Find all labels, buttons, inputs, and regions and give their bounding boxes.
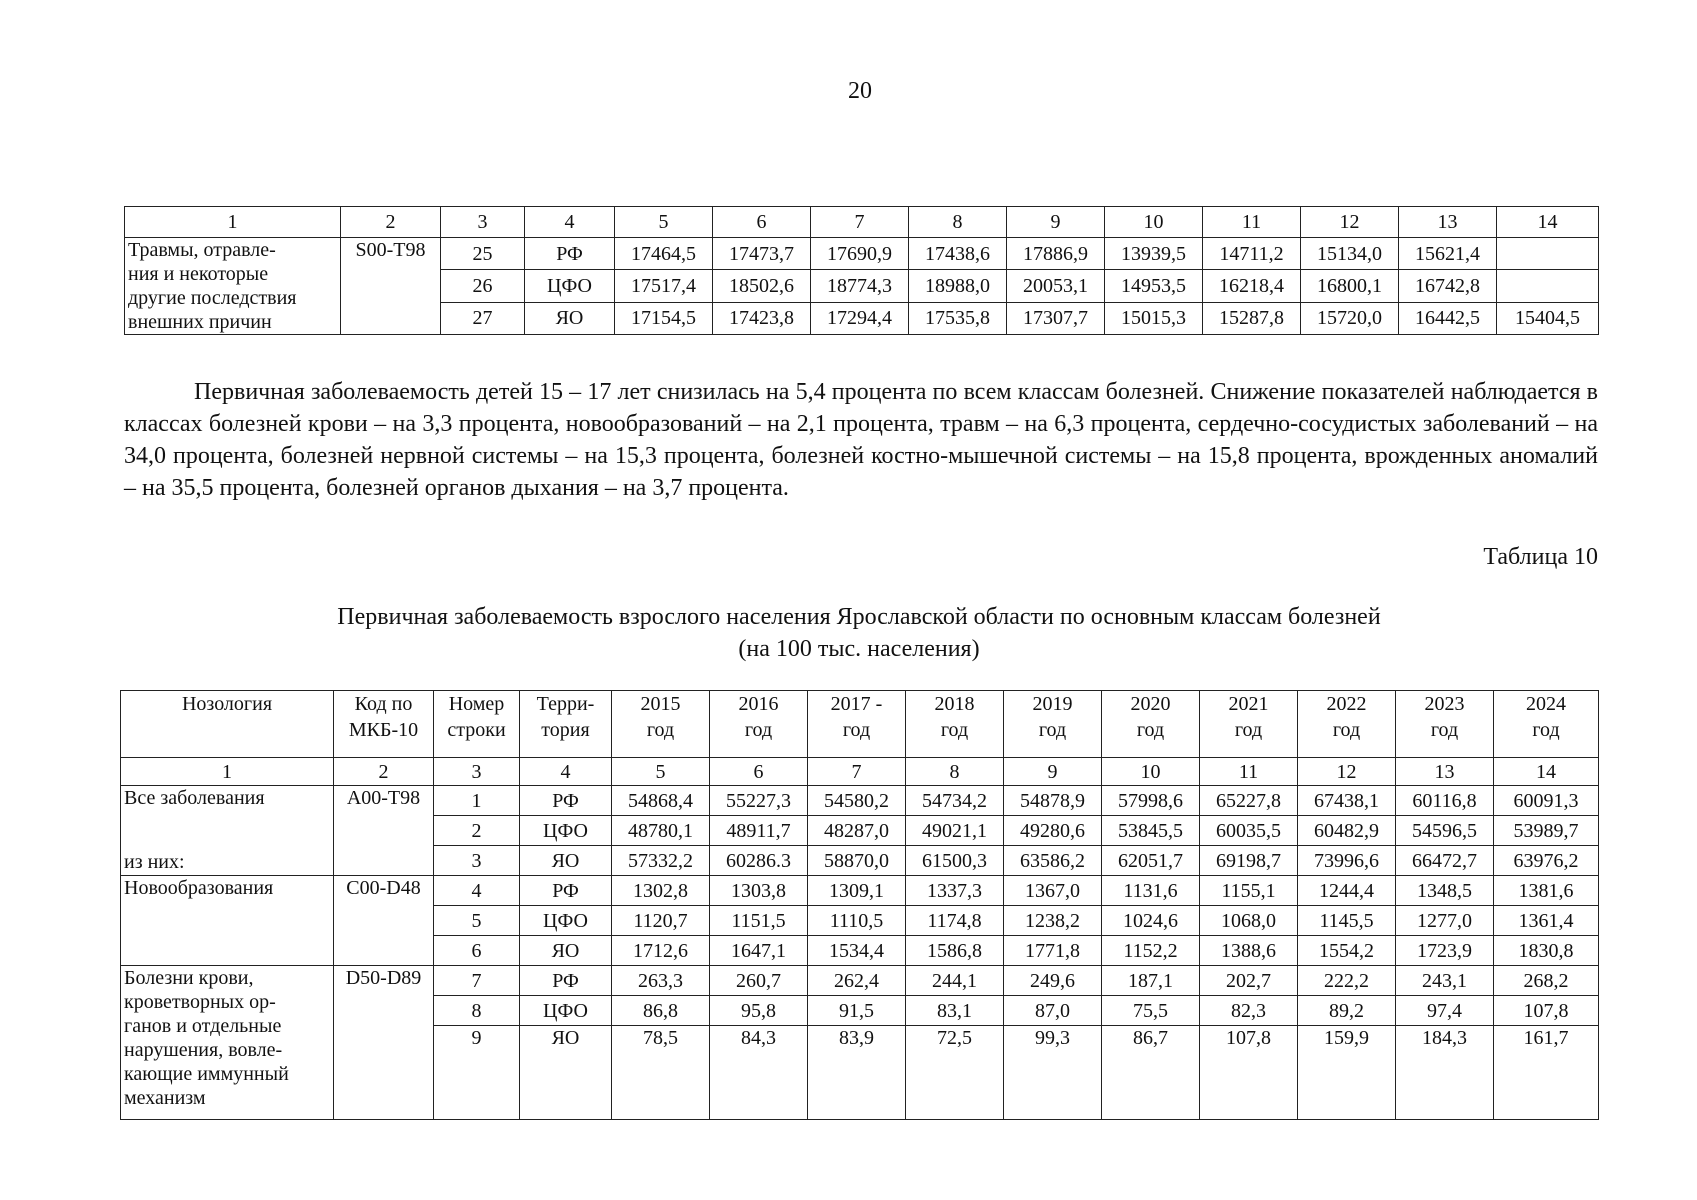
header-year-value: 2023 xyxy=(1424,693,1465,715)
nosology-line: кающие иммунный xyxy=(124,1063,289,1085)
table-row xyxy=(121,966,1599,996)
icd-code-cell: C00-D48 xyxy=(334,876,434,966)
value-cell: 17154,5 xyxy=(615,302,713,334)
nosology-cell xyxy=(121,876,334,966)
column-number: 2 xyxy=(334,758,434,786)
value-cell: 15134,0 xyxy=(1301,238,1399,270)
nosology-note: из них: xyxy=(124,851,185,873)
body-paragraph-text: Первичная заболеваемость детей 15 – 17 лет снизилась на 5,4 процента по всем классам болезней. Снижение показателей наблюдается в классах болезней крови – на 3,3 процента, новообразований – на 2,1 процента, травм – на 6,3 процента, сердечно-сосудистых заболеваний – на 34,0 процента, болезней нервной системы – на 15,3 процента, болезней костно-мышечной системы – на 15,8 процента, врожденных аномалий – на 35,5 процента, болезней органов дыхания – на 3,7 процента. xyxy=(124,379,1598,501)
column-number: 7 xyxy=(808,758,906,786)
value-cell: 107,8 xyxy=(1494,996,1599,1026)
value-cell: 67438,1 xyxy=(1298,786,1396,816)
header-line: МКБ-10 xyxy=(348,719,419,741)
value-cell: 1145,5 xyxy=(1298,906,1396,936)
value-cell: 187,1 xyxy=(1102,966,1200,996)
value-cell: 17438,6 xyxy=(909,238,1007,270)
value-cell: 1131,6 xyxy=(1102,876,1200,906)
column-number: 6 xyxy=(713,207,811,238)
value-cell: 65227,8 xyxy=(1200,786,1298,816)
value-cell: 1238,2 xyxy=(1004,906,1102,936)
header-year-value: 2015 xyxy=(640,693,681,715)
value-cell: 54878,9 xyxy=(1004,786,1102,816)
value-cell: 17690,9 xyxy=(811,238,909,270)
column-number: 5 xyxy=(612,758,710,786)
value-cell: 1554,2 xyxy=(1298,936,1396,966)
column-number: 10 xyxy=(1102,758,1200,786)
column-number: 13 xyxy=(1396,758,1494,786)
value-cell: 84,3 xyxy=(710,1026,808,1120)
header-year-value: 2021 xyxy=(1228,693,1269,715)
value-cell: 58870,0 xyxy=(808,846,906,876)
column-number-row xyxy=(125,207,1599,238)
column-number: 11 xyxy=(1203,207,1301,238)
header-year-unit: год xyxy=(1332,719,1361,741)
value-cell: 15720,0 xyxy=(1301,302,1399,334)
value-cell: 1244,4 xyxy=(1298,876,1396,906)
value-cell: 14953,5 xyxy=(1105,270,1203,302)
column-number: 4 xyxy=(520,758,612,786)
table-title-line: Первичная заболеваемость взрослого населения Ярославской области по основным классам болезней xyxy=(337,604,1381,630)
territory-cell: ЦФО xyxy=(520,996,612,1026)
header-year-unit: год xyxy=(842,719,871,741)
nosology-line: другие последствия xyxy=(128,287,297,309)
line-number-cell: 6 xyxy=(434,936,520,966)
column-number: 8 xyxy=(909,207,1007,238)
value-cell: 18502,6 xyxy=(713,270,811,302)
value-cell: 262,4 xyxy=(808,966,906,996)
value-cell: 20053,1 xyxy=(1007,270,1105,302)
header-year xyxy=(1298,691,1396,758)
value-cell: 1337,3 xyxy=(906,876,1004,906)
line-number-cell: 25 xyxy=(441,238,525,270)
value-cell: 1586,8 xyxy=(906,936,1004,966)
header-year xyxy=(906,691,1004,758)
line-number-cell: 2 xyxy=(434,816,520,846)
header-year-unit: год xyxy=(1136,719,1165,741)
value-cell: 1277,0 xyxy=(1396,906,1494,936)
line-number-cell: 27 xyxy=(441,302,525,334)
value-cell: 49280,6 xyxy=(1004,816,1102,846)
value-cell: 1309,1 xyxy=(808,876,906,906)
value-cell: 17473,7 xyxy=(713,238,811,270)
value-cell: 75,5 xyxy=(1102,996,1200,1026)
line-number-cell: 8 xyxy=(434,996,520,1026)
header-line: Код по xyxy=(354,693,413,715)
value-cell: 263,3 xyxy=(612,966,710,996)
icd-code-cell: D50-D89 xyxy=(334,966,434,1120)
column-number: 2 xyxy=(341,207,441,238)
value-cell: 97,4 xyxy=(1396,996,1494,1026)
value-cell: 62051,7 xyxy=(1102,846,1200,876)
header-year xyxy=(1396,691,1494,758)
header-line: тория xyxy=(541,719,590,741)
value-cell: 83,9 xyxy=(808,1026,906,1120)
value-cell: 57998,6 xyxy=(1102,786,1200,816)
value-cell: 244,1 xyxy=(906,966,1004,996)
value-cell: 1151,5 xyxy=(710,906,808,936)
value-cell: 54734,2 xyxy=(906,786,1004,816)
nosology-line: нарушения, вовле- xyxy=(124,1039,283,1061)
value-cell: 48287,0 xyxy=(808,816,906,846)
value-cell: 260,7 xyxy=(710,966,808,996)
header-year xyxy=(808,691,906,758)
nosology-line: ния и некоторые xyxy=(128,263,269,285)
table-title xyxy=(120,601,1598,665)
page-number: 20 xyxy=(848,78,872,104)
value-cell: 1120,7 xyxy=(612,906,710,936)
value-cell: 16442,5 xyxy=(1399,302,1497,334)
value-cell: 78,5 xyxy=(612,1026,710,1120)
column-number: 4 xyxy=(525,207,615,238)
header-year-value: 2024 xyxy=(1526,693,1566,715)
value-cell: 15621,4 xyxy=(1399,238,1497,270)
value-cell: 1830,8 xyxy=(1494,936,1599,966)
value-cell: 1068,0 xyxy=(1200,906,1298,936)
column-number: 7 xyxy=(811,207,909,238)
nosology-line: Травмы, отравле- xyxy=(128,239,276,261)
value-cell: 66472,7 xyxy=(1396,846,1494,876)
value-cell: 48911,7 xyxy=(710,816,808,846)
value-cell: 17307,7 xyxy=(1007,302,1105,334)
table-row xyxy=(121,876,1599,906)
header-line-number xyxy=(434,691,520,758)
value-cell: 14711,2 xyxy=(1203,238,1301,270)
value-cell: 83,1 xyxy=(906,996,1004,1026)
value-cell: 107,8 xyxy=(1200,1026,1298,1120)
column-number: 9 xyxy=(1004,758,1102,786)
value-cell: 54580,2 xyxy=(808,786,906,816)
value-cell: 86,7 xyxy=(1102,1026,1200,1120)
header-nosology: Нозология xyxy=(121,691,334,758)
line-number-cell: 7 xyxy=(434,966,520,996)
value-cell: 1152,2 xyxy=(1102,936,1200,966)
table-title-line: (на 100 тыс. населения) xyxy=(738,636,980,662)
value-cell: 54868,4 xyxy=(612,786,710,816)
value-cell: 202,7 xyxy=(1200,966,1298,996)
value-cell: 15404,5 xyxy=(1497,302,1599,334)
header-year-value: 2018 xyxy=(934,693,975,715)
header-year-value: 2017 - xyxy=(830,693,883,715)
value-cell: 268,2 xyxy=(1494,966,1599,996)
line-number-cell: 3 xyxy=(434,846,520,876)
territory-cell: РФ xyxy=(525,238,615,270)
value-cell: 1771,8 xyxy=(1004,936,1102,966)
value-cell: 60035,5 xyxy=(1200,816,1298,846)
line-number-cell: 9 xyxy=(434,1026,520,1120)
value-cell: 13939,5 xyxy=(1105,238,1203,270)
value-cell: 16742,8 xyxy=(1399,270,1497,302)
header-year-value: 2019 xyxy=(1032,693,1073,715)
territory-cell: ЯО xyxy=(525,302,615,334)
header-row xyxy=(121,691,1599,758)
value-cell xyxy=(1497,238,1599,270)
value-cell: 72,5 xyxy=(906,1026,1004,1120)
column-number: 14 xyxy=(1497,207,1599,238)
value-cell: 1388,6 xyxy=(1200,936,1298,966)
value-cell: 1348,5 xyxy=(1396,876,1494,906)
value-cell: 99,3 xyxy=(1004,1026,1102,1120)
value-cell: 17535,8 xyxy=(909,302,1007,334)
value-cell: 87,0 xyxy=(1004,996,1102,1026)
value-cell: 17517,4 xyxy=(615,270,713,302)
icd-code-cell: S00-T98 xyxy=(341,238,441,335)
territory-cell: ЦФО xyxy=(520,816,612,846)
column-number: 9 xyxy=(1007,207,1105,238)
value-cell: 55227,3 xyxy=(710,786,808,816)
table-label: Таблица 10 xyxy=(1483,544,1598,570)
value-cell: 60116,8 xyxy=(1396,786,1494,816)
value-cell: 17886,9 xyxy=(1007,238,1105,270)
value-cell: 184,3 xyxy=(1396,1026,1494,1120)
value-cell: 1302,8 xyxy=(612,876,710,906)
header-line: Номер xyxy=(448,693,505,715)
value-cell: 82,3 xyxy=(1200,996,1298,1026)
body-paragraph xyxy=(124,376,1598,504)
header-territory xyxy=(520,691,612,758)
column-number: 8 xyxy=(906,758,1004,786)
value-cell: 159,9 xyxy=(1298,1026,1396,1120)
territory-cell: ЦФО xyxy=(525,270,615,302)
column-number: 3 xyxy=(434,758,520,786)
nosology-cell xyxy=(125,238,341,335)
column-number: 14 xyxy=(1494,758,1599,786)
header-year xyxy=(1004,691,1102,758)
value-cell: 17423,8 xyxy=(713,302,811,334)
territory-cell: ЦФО xyxy=(520,906,612,936)
header-year-unit: год xyxy=(646,719,675,741)
column-number: 13 xyxy=(1399,207,1497,238)
header-icd-code xyxy=(334,691,434,758)
value-cell: 54596,5 xyxy=(1396,816,1494,846)
line-number-cell: 4 xyxy=(434,876,520,906)
column-number: 1 xyxy=(125,207,341,238)
value-cell: 1712,6 xyxy=(612,936,710,966)
header-year-value: 2022 xyxy=(1326,693,1367,715)
value-cell: 1647,1 xyxy=(710,936,808,966)
line-number-cell: 26 xyxy=(441,270,525,302)
value-cell: 1361,4 xyxy=(1494,906,1599,936)
header-year xyxy=(710,691,808,758)
value-cell: 53989,7 xyxy=(1494,816,1599,846)
value-cell: 249,6 xyxy=(1004,966,1102,996)
value-cell: 63586,2 xyxy=(1004,846,1102,876)
header-year-unit: год xyxy=(1234,719,1263,741)
nosology-line: внешних причин xyxy=(128,311,272,333)
value-cell: 95,8 xyxy=(710,996,808,1026)
value-cell: 17464,5 xyxy=(615,238,713,270)
territory-cell: РФ xyxy=(520,786,612,816)
value-cell: 1174,8 xyxy=(906,906,1004,936)
nosology-line: механизм xyxy=(124,1087,206,1109)
nosology-line: кроветворных ор- xyxy=(124,991,276,1013)
column-number: 3 xyxy=(441,207,525,238)
value-cell: 53845,5 xyxy=(1102,816,1200,846)
header-line: Терри- xyxy=(536,693,595,715)
header-year-unit: год xyxy=(744,719,773,741)
header-year xyxy=(1102,691,1200,758)
line-number-cell: 1 xyxy=(434,786,520,816)
nosology-cell xyxy=(121,966,334,1120)
territory-cell: ЯО xyxy=(520,846,612,876)
value-cell: 60091,3 xyxy=(1494,786,1599,816)
header-year-value: 2020 xyxy=(1130,693,1171,715)
value-cell: 16800,1 xyxy=(1301,270,1399,302)
nosology-line: Болезни крови, xyxy=(124,967,254,989)
value-cell: 60286.3 xyxy=(710,846,808,876)
header-year-unit: год xyxy=(940,719,969,741)
value-cell: 18774,3 xyxy=(811,270,909,302)
value-cell: 89,2 xyxy=(1298,996,1396,1026)
territory-cell: РФ xyxy=(520,876,612,906)
table-row xyxy=(121,786,1599,816)
icd-code-cell: A00-T98 xyxy=(334,786,434,876)
header-year-unit: год xyxy=(1532,719,1560,741)
value-cell: 1534,4 xyxy=(808,936,906,966)
header-line: строки xyxy=(447,719,506,741)
value-cell: 1367,0 xyxy=(1004,876,1102,906)
territory-cell: ЯО xyxy=(520,1026,612,1120)
main-table xyxy=(120,690,1599,1120)
value-cell: 1024,6 xyxy=(1102,906,1200,936)
header-year xyxy=(612,691,710,758)
nosology-name: Все заболевания xyxy=(124,787,265,809)
nosology-line: ганов и отдельные xyxy=(124,1015,282,1037)
value-cell: 1110,5 xyxy=(808,906,906,936)
value-cell: 17294,4 xyxy=(811,302,909,334)
value-cell: 49021,1 xyxy=(906,816,1004,846)
value-cell: 60482,9 xyxy=(1298,816,1396,846)
value-cell: 15015,3 xyxy=(1105,302,1203,334)
value-cell: 1381,6 xyxy=(1494,876,1599,906)
header-year-unit: год xyxy=(1430,719,1459,741)
value-cell: 91,5 xyxy=(808,996,906,1026)
line-number-cell: 5 xyxy=(434,906,520,936)
value-cell xyxy=(1497,270,1599,302)
value-cell: 1155,1 xyxy=(1200,876,1298,906)
territory-cell: ЯО xyxy=(520,936,612,966)
value-cell: 243,1 xyxy=(1396,966,1494,996)
table-row xyxy=(125,238,1599,270)
value-cell: 15287,8 xyxy=(1203,302,1301,334)
value-cell: 48780,1 xyxy=(612,816,710,846)
value-cell: 161,7 xyxy=(1494,1026,1599,1120)
header-year-unit: год xyxy=(1038,719,1067,741)
column-number: 1 xyxy=(121,758,334,786)
column-number: 10 xyxy=(1105,207,1203,238)
column-number: 11 xyxy=(1200,758,1298,786)
value-cell: 16218,4 xyxy=(1203,270,1301,302)
value-cell: 73996,6 xyxy=(1298,846,1396,876)
header-year-value: 2016 xyxy=(738,693,779,715)
column-number: 12 xyxy=(1298,758,1396,786)
header-year xyxy=(1494,691,1599,758)
value-cell: 18988,0 xyxy=(909,270,1007,302)
value-cell: 63976,2 xyxy=(1494,846,1599,876)
nosology-cell xyxy=(121,786,334,876)
header-year xyxy=(1200,691,1298,758)
column-number-row xyxy=(121,758,1599,786)
top-table xyxy=(124,206,1599,335)
value-cell: 61500,3 xyxy=(906,846,1004,876)
column-number: 5 xyxy=(615,207,713,238)
column-number: 12 xyxy=(1301,207,1399,238)
territory-cell: РФ xyxy=(520,966,612,996)
value-cell: 1303,8 xyxy=(710,876,808,906)
column-number: 6 xyxy=(710,758,808,786)
value-cell: 222,2 xyxy=(1298,966,1396,996)
value-cell: 1723,9 xyxy=(1396,936,1494,966)
value-cell: 57332,2 xyxy=(612,846,710,876)
value-cell: 86,8 xyxy=(612,996,710,1026)
nosology-name: Новообразования xyxy=(124,877,274,899)
value-cell: 69198,7 xyxy=(1200,846,1298,876)
